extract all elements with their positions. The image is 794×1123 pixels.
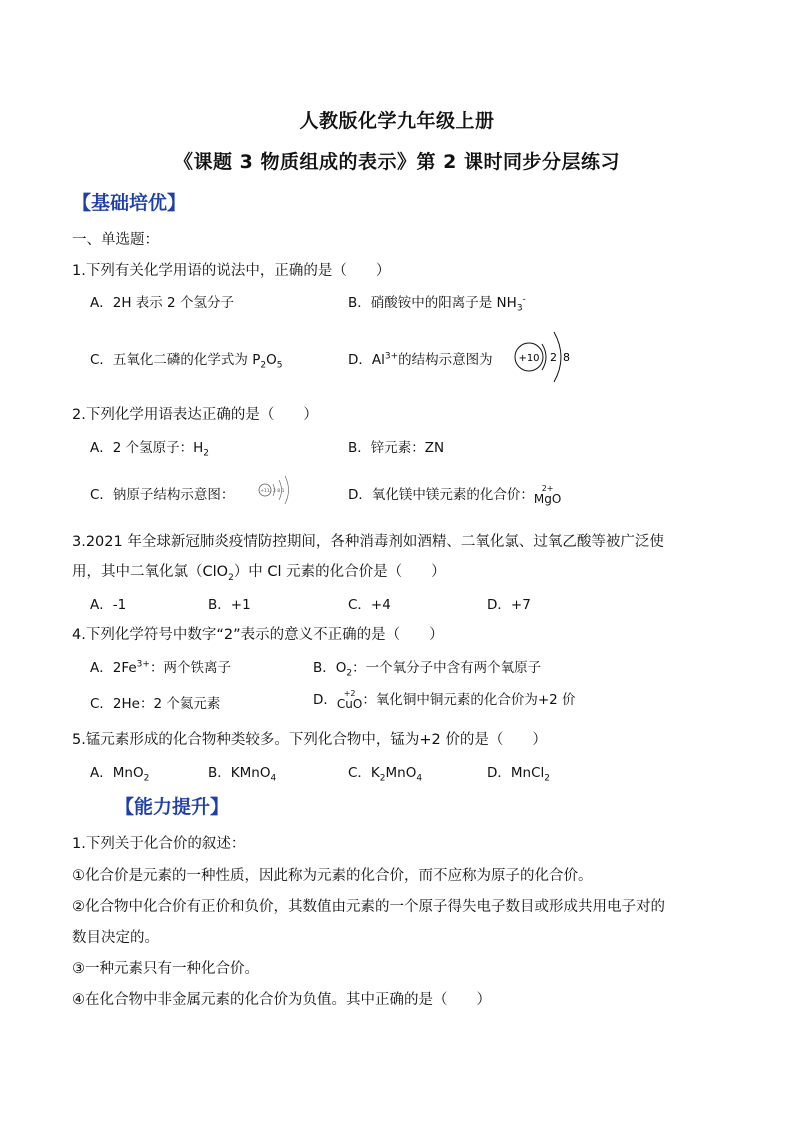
- q3-option-a: A．-1: [90, 597, 127, 613]
- q1-option-c: C．五氧化二磷的化学式为 $P_2O_5$: [90, 352, 283, 371]
- q4-option-d: D． +2 CuO ：氧化铜中铜元素的化合价为+2 价: [313, 689, 576, 711]
- page-subtitle: 《课题 3 物质组成的表示》第 2 课时同步分层练习: [174, 151, 620, 173]
- statement-3: ③一种元素只有一种化合价。: [72, 961, 259, 977]
- q4-option-b: B．$O_2$：一个氧分子中含有两个氧原子: [313, 660, 542, 679]
- q2-option-a: A．2 个氢原子：$H_2$: [90, 440, 210, 459]
- shell-arc-3: [285, 476, 289, 504]
- q1-option-d: D．$Al^{3+}$的结构示意图为: [348, 351, 493, 368]
- na-atom-structure-diagram: [256, 474, 298, 506]
- q4-option-a: A．$2Fe^{3+}$：两个铁离子: [90, 659, 231, 676]
- q4-option-c: C．2He：2 个氦元素: [90, 696, 221, 712]
- q3-option-c: C．+4: [348, 597, 391, 613]
- question-1-stem: 1.下列有关化学用语的说法中，正确的是（ ）: [72, 263, 391, 279]
- shell-electrons: 2 8 1: [273, 489, 285, 494]
- shell-1-electrons: 2: [550, 351, 557, 364]
- q1-option-b: B．硝酸铵中的阳离子是 $NH_3^-$: [348, 294, 526, 314]
- question-3-stem-line1: 3.2021 年全球新冠肺炎疫情防控期间，各种消毒剂如酒精、二氧化氯、过氧乙酸等被广泛使: [72, 534, 664, 550]
- q2-option-b: B．锌元素：ZN: [348, 440, 445, 456]
- valence-mark: +2: [343, 689, 356, 698]
- question-2-stem: 2.下列化学用语表达正确的是（ ）: [72, 407, 318, 423]
- q2-option-c: C．钠原子结构示意图：: [90, 487, 235, 503]
- statement-2-continued: 数目决定的。: [72, 930, 159, 946]
- question-4-stem: 4.下列化学符号中数字“2”表示的意义不正确的是（ ）: [72, 627, 444, 643]
- q3-option-b: B．+1: [208, 597, 251, 613]
- al-ion-structure-diagram: [512, 322, 582, 392]
- statement-2: ②化合物中化合价有正价和负价，其数值由元素的一个原子得失电子数目或形成共用电子对的: [72, 899, 665, 915]
- formula-mgo: MgO: [533, 492, 562, 506]
- q5-option-b: B．KMnO$_4$: [208, 765, 277, 784]
- q5-option-c: C．$K_2MnO_4$: [348, 765, 423, 784]
- valence-mark: 2+: [541, 484, 554, 493]
- q5-option-d: D．MnCl$_2$: [487, 765, 551, 784]
- shell-2-electrons: 8: [563, 351, 570, 364]
- q1-option-a: A．2H 表示 2 个氢分子: [90, 295, 234, 311]
- adv-question-1-stem: 1.下列关于化合价的叙述：: [72, 836, 246, 852]
- formula-cuo: CuO: [336, 697, 363, 711]
- question-3-stem-line2: 用，其中二氧化氯（ClO$_2$）中 Cl 元素的化合价是（ ）: [72, 564, 446, 583]
- q5-option-a: A．MnO$_2$: [90, 765, 150, 784]
- q3-option-d: D．+7: [487, 597, 531, 613]
- statement-4: ④在化合物中非金属元素的化合价为负值。其中正确的是（ ）: [72, 992, 491, 1008]
- section-heading-advanced: 【能力提升】: [115, 796, 230, 818]
- q2-option-d: D．氧化镁中镁元素的化合价： 2+ MgO: [348, 484, 562, 506]
- page-title: 人教版化学九年级上册: [299, 110, 495, 132]
- nucleus-charge: +11: [260, 489, 270, 494]
- nucleus-charge: +10: [518, 353, 540, 364]
- statement-1: ①化合价是元素的一种性质，因此称为元素的化合价，而不应称为原子的化合价。: [72, 868, 593, 884]
- part-label: 一、单选题：: [72, 232, 159, 248]
- section-heading-basic: 【基础培优】: [72, 192, 187, 214]
- question-5-stem: 5.锰元素形成的化合物种类较多。下列化合物中，锰为+2 价的是（ ）: [72, 732, 547, 748]
